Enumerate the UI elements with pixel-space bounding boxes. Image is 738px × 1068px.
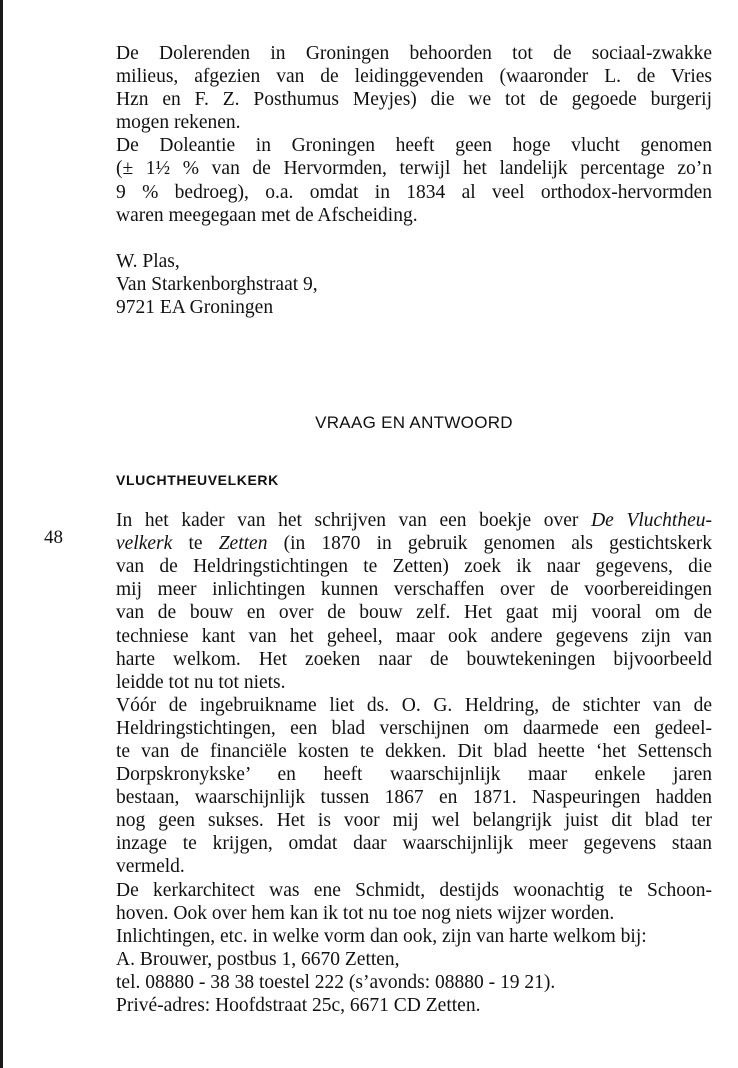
paragraph-line: bestaan, waarschijnlijk tussen 1867 en 1871. Naspeuringen hadden bbox=[116, 787, 712, 809]
paragraph-line: Vóór de ingebruikname liet ds. O. G. Heldring, de stichter van de bbox=[116, 694, 712, 716]
section-heading: VRAAG EN ANTWOORD bbox=[315, 413, 513, 433]
author-street: Van Starkenborghstraat 9, bbox=[116, 273, 318, 295]
paragraph-line: leidde tot nu tot niets. bbox=[116, 671, 286, 693]
paragraph-line: De Dolerenden in Groningen behoorden tot de sociaal-zwakke bbox=[116, 43, 712, 64]
author-block bbox=[116, 250, 712, 319]
left-margin-rule bbox=[0, 0, 3, 1068]
page-number: 48 bbox=[44, 527, 63, 548]
paragraph-line: harte welkom. Het zoeken naar de bouwtekeningen bijvoorbeeld bbox=[116, 648, 712, 670]
book-title-italic: velkerk bbox=[116, 533, 173, 555]
paragraph-line: waren meegegaan met de Afscheiding. bbox=[116, 204, 418, 226]
paragraph-line: inzage te krijgen, omdat daar waarschijnlijk meer gegevens staan bbox=[116, 833, 712, 855]
paragraph-line: milieus, afgezien van de leidinggevenden (waaronder L. de Vries bbox=[116, 66, 712, 88]
paragraph-line: nog geen sukses. Het is voor mij wel belangrijk juist dit blad ter bbox=[116, 810, 712, 832]
paragraph-line: mogen rekenen. bbox=[116, 112, 241, 134]
paragraph-line bbox=[116, 509, 712, 532]
spacer bbox=[116, 319, 712, 413]
author-city: 9721 EA Groningen bbox=[116, 296, 274, 318]
paragraph-line: mij meer inlichtingen kunnen verschaffen over de voorbereidingen bbox=[116, 579, 712, 601]
paragraph-line: De kerkarchitect was ene Schmidt, destijds woonachtig te Schoon- bbox=[116, 879, 712, 901]
contact-address: A. Brouwer, postbus 1, 6670 Zetten, bbox=[116, 948, 400, 970]
paragraph-line: De Doleantie in Groningen heeft geen hoge vlucht genomen bbox=[116, 135, 712, 157]
paragraph-line: te van de financiële kosten te dekken. Dit blad heette ‘het Settensch bbox=[116, 740, 712, 762]
paragraph-line: techniese kant van het geheel, maar ook andere gegevens zijn van bbox=[116, 625, 712, 647]
text-column bbox=[116, 42, 712, 1017]
paragraph-line: Hzn en F. Z. Posthumus Meyjes) die we tot de gegoede burgerij bbox=[116, 89, 712, 111]
place-italic: Zetten bbox=[218, 533, 268, 555]
author-name: W. Plas, bbox=[116, 250, 180, 272]
section-vluchtheuvelkerk bbox=[116, 509, 712, 1017]
paragraph-line: Heldringstichtingen, een blad verschijnen om daarmede een gedeel- bbox=[116, 717, 712, 739]
spacer bbox=[116, 433, 712, 471]
text-run: (in 1870 in gebruik genomen als gestichtskerk bbox=[267, 533, 712, 555]
paragraph-line: 9 % bedroeg), o.a. omdat in 1834 al veel orthodox-hervormden bbox=[116, 181, 712, 203]
text-run: te bbox=[172, 533, 219, 555]
paragraph-line: van de bouw en over de bouw zelf. Het gaat mij vooral om de bbox=[116, 602, 712, 624]
text-run: In het kader van het schrijven van een boekje over bbox=[116, 510, 592, 532]
paragraph-line: (± 1½ % van de Hervormden, terwijl het landelijk percentage zo’n bbox=[116, 158, 712, 180]
paragraph-line: hoven. Ook over hem kan ik tot nu toe nog niets wijzer worden. bbox=[116, 902, 615, 924]
contact-private-address: Privé-adres: Hoofdstraat 25c, 6671 CD Zetten. bbox=[116, 995, 481, 1016]
paragraph-line: vermeld. bbox=[116, 856, 185, 878]
section-dolerenden bbox=[116, 42, 712, 227]
paragraph-line bbox=[116, 532, 712, 555]
paragraph-line: Inlichtingen, etc. in welke vorm dan ook, zijn van harte welkom bij: bbox=[116, 925, 647, 947]
spacer bbox=[116, 489, 712, 509]
spacer bbox=[116, 227, 712, 250]
paragraph-line: Dorpskronykske’ en heeft waarschijnlijk maar enkele jaren bbox=[116, 764, 712, 786]
subsection-heading: VLUCHTHEUVELKERK bbox=[116, 472, 279, 489]
book-title-italic: De Vluchtheu- bbox=[591, 510, 712, 532]
contact-phone: tel. 08880 - 38 38 toestel 222 (s’avonds: 08880 - 19 21). bbox=[116, 971, 556, 993]
paragraph-line: van de Heldringstichtingen te Zetten) zoek ik naar gegevens, die bbox=[116, 556, 712, 578]
